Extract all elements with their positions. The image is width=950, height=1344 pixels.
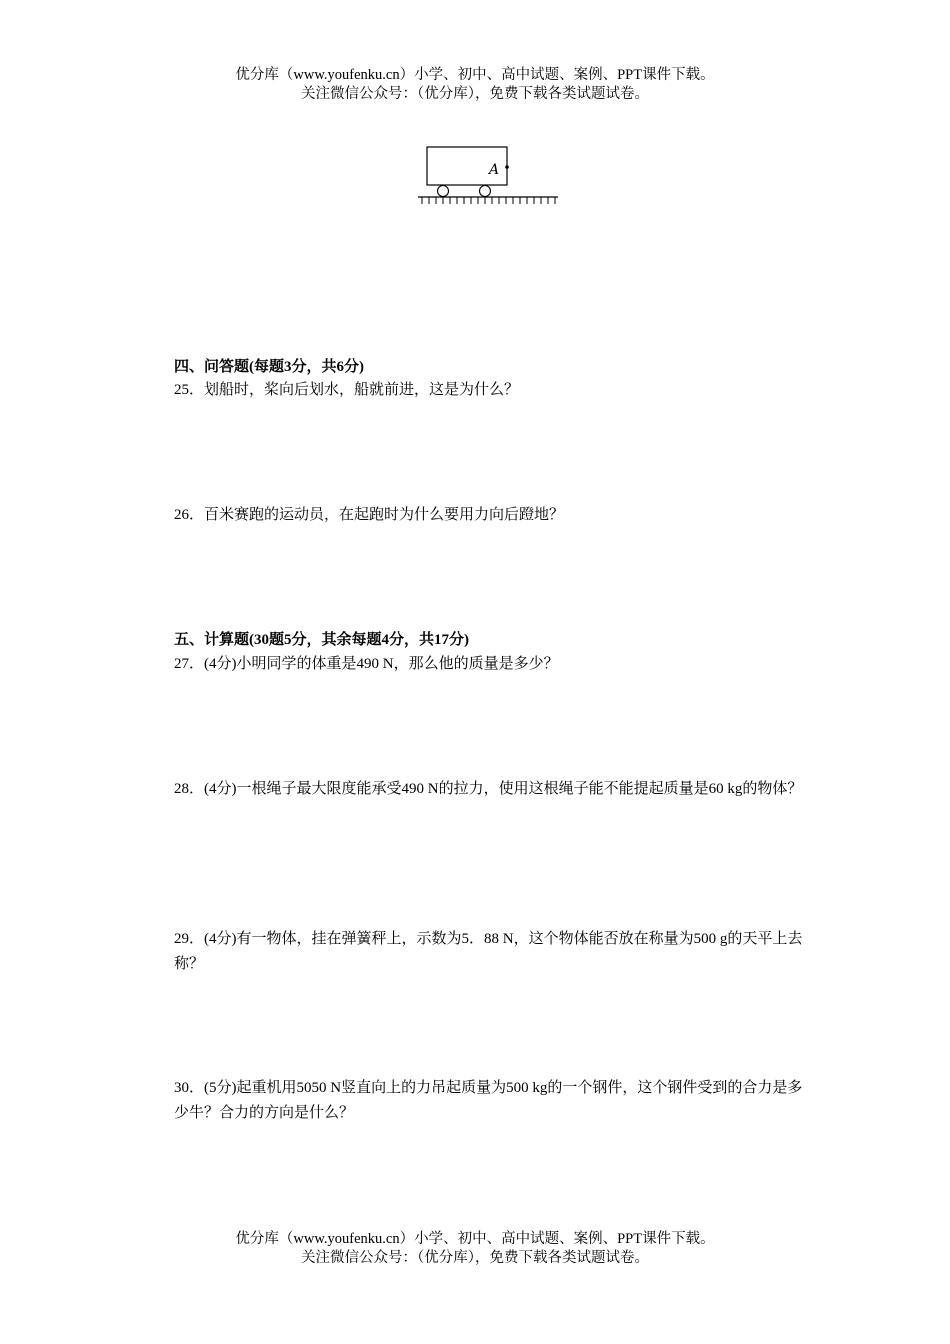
header-line-2: 关注微信公众号：（优分库），免费下载各类试题试卷。 bbox=[301, 86, 649, 102]
question-30: 30．(5分)起重机用5050 N竖直向上的力吊起质量为500 kg的一个钢件，这个钢件受到的合力是多少牛？合力的方向是什么？ bbox=[174, 1080, 803, 1121]
cart-diagram-svg bbox=[416, 140, 560, 210]
cart-diagram-icon bbox=[416, 140, 560, 210]
question-26: 26．百米赛跑的运动员，在起跑时为什么要用力向后蹬地？ bbox=[174, 507, 565, 523]
section-title-calc: 五、计算题(30题5分，其余每题4分，共17分) bbox=[174, 632, 469, 648]
question-25: 25．划船时，桨向后划水，船就前进，这是为什么？ bbox=[174, 382, 520, 398]
header-line-1: 优分库（www.youfenku.cn）小学、初中、高中试题、案例、PPT课件下载。 bbox=[235, 67, 715, 83]
wheel-left bbox=[438, 186, 449, 197]
point-a-label: A bbox=[489, 162, 500, 178]
page-header bbox=[0, 66, 950, 104]
page-footer bbox=[0, 1230, 950, 1268]
point-a-dot bbox=[505, 165, 509, 169]
wheel-right bbox=[480, 186, 491, 197]
section-title-qa: 四、问答题(每题3分，共6分) bbox=[174, 359, 364, 375]
question-29: 29．(4分)有一物体，挂在弹簧秤上，示数为5．88 N，这个物体能否放在称量为500 g的天平上去称？ bbox=[174, 931, 803, 972]
question-28: 28．(4分)一根绳子最大限度能承受490 N的拉力，使用这根绳子能不能提起质量是60 kg的物体？ bbox=[174, 781, 803, 797]
ground-hatching bbox=[422, 197, 555, 204]
footer-line-2: 关注微信公众号：（优分库），免费下载各类试题试卷。 bbox=[301, 1250, 649, 1266]
question-27: 27．(4分)小明同学的体重是490 N，那么他的质量是多少？ bbox=[174, 656, 559, 672]
footer-line-1: 优分库（www.youfenku.cn）小学、初中、高中试题、案例、PPT课件下载。 bbox=[235, 1231, 715, 1247]
